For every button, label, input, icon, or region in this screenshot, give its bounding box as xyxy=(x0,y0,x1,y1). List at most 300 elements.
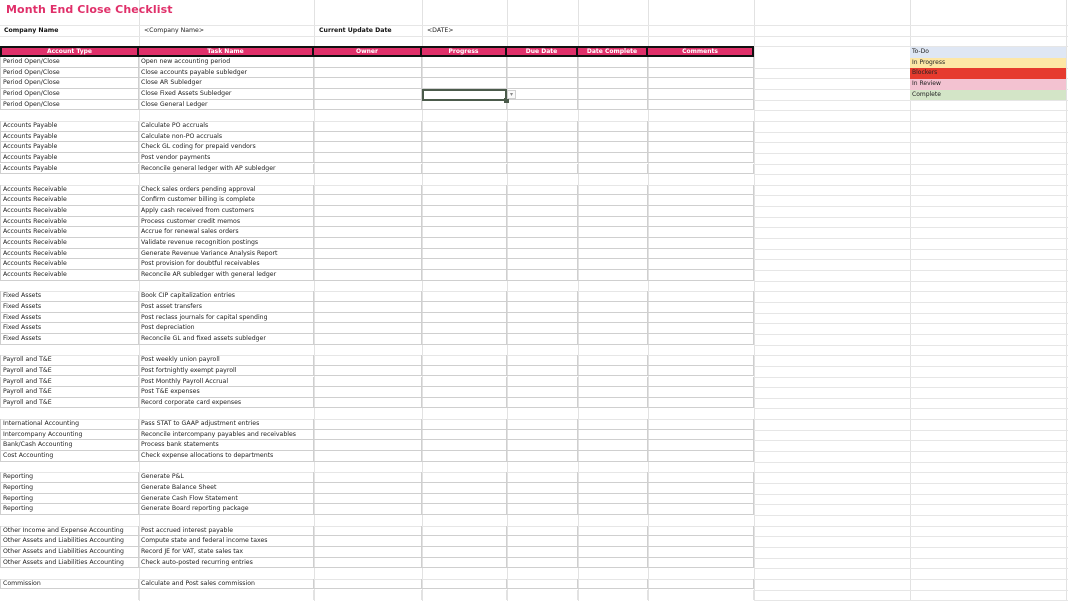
due-date-cell[interactable] xyxy=(507,291,578,302)
task-name-cell[interactable]: Post depreciation xyxy=(139,323,314,334)
account-type-cell[interactable]: Reporting xyxy=(0,494,139,505)
task-name-cell[interactable]: Process bank statements xyxy=(139,440,314,451)
owner-cell[interactable] xyxy=(314,590,422,601)
comments-cell[interactable] xyxy=(648,291,754,302)
progress-cell[interactable] xyxy=(422,227,507,238)
progress-cell[interactable] xyxy=(422,195,507,206)
account-type-cell[interactable]: Accounts Receivable xyxy=(0,185,139,196)
current-update-date-input[interactable]: <DATE> xyxy=(427,27,454,34)
progress-cell[interactable] xyxy=(422,291,507,302)
date-complete-cell[interactable] xyxy=(578,195,648,206)
owner-cell[interactable] xyxy=(314,206,422,217)
due-date-cell[interactable] xyxy=(507,558,578,569)
owner-cell[interactable] xyxy=(314,217,422,228)
due-date-cell[interactable] xyxy=(507,355,578,366)
column-header-date-complete[interactable]: Date Complete xyxy=(578,46,648,57)
owner-cell[interactable] xyxy=(314,504,422,515)
owner-cell[interactable] xyxy=(314,238,422,249)
comments-cell[interactable] xyxy=(648,334,754,345)
due-date-cell[interactable] xyxy=(507,430,578,441)
account-type-cell[interactable]: Accounts Payable xyxy=(0,132,139,143)
due-date-cell[interactable] xyxy=(507,68,578,79)
due-date-cell[interactable] xyxy=(507,142,578,153)
due-date-cell[interactable] xyxy=(507,536,578,547)
comments-cell[interactable] xyxy=(648,185,754,196)
account-type-cell[interactable]: Payroll and T&E xyxy=(0,366,139,377)
column-header-due-date[interactable]: Due Date xyxy=(507,46,578,57)
date-complete-cell[interactable] xyxy=(578,68,648,79)
task-name-cell[interactable]: Compute state and federal income taxes xyxy=(139,536,314,547)
owner-cell[interactable] xyxy=(314,494,422,505)
progress-cell[interactable] xyxy=(422,100,507,111)
comments-cell[interactable] xyxy=(648,259,754,270)
task-name-cell[interactable]: Post Monthly Payroll Accrual xyxy=(139,377,314,388)
company-name-input[interactable]: <Company Name> xyxy=(144,27,205,34)
date-complete-cell[interactable] xyxy=(578,387,648,398)
account-type-cell[interactable]: Accounts Receivable xyxy=(0,217,139,228)
progress-cell[interactable] xyxy=(422,334,507,345)
progress-cell[interactable] xyxy=(422,153,507,164)
due-date-cell[interactable] xyxy=(507,366,578,377)
date-complete-cell[interactable] xyxy=(578,57,648,68)
task-name-cell[interactable]: Post accrued interest payable xyxy=(139,526,314,537)
task-name-cell[interactable]: Post reclass journals for capital spending xyxy=(139,313,314,324)
progress-cell[interactable] xyxy=(422,472,507,483)
date-complete-cell[interactable] xyxy=(578,121,648,132)
task-name-cell[interactable]: Reconcile GL and fixed assets subledger xyxy=(139,334,314,345)
comments-cell[interactable] xyxy=(648,526,754,537)
date-complete-cell[interactable] xyxy=(578,185,648,196)
date-complete-cell[interactable] xyxy=(578,366,648,377)
owner-cell[interactable] xyxy=(314,227,422,238)
progress-cell[interactable] xyxy=(422,68,507,79)
date-complete-cell[interactable] xyxy=(578,472,648,483)
account-type-cell[interactable]: Period Open/Close xyxy=(0,100,139,111)
date-complete-cell[interactable] xyxy=(578,313,648,324)
task-name-cell[interactable]: Apply cash received from customers xyxy=(139,206,314,217)
task-name-cell[interactable]: Reconcile general ledger with AP subledger xyxy=(139,164,314,175)
task-name-cell[interactable]: Check sales orders pending approval xyxy=(139,185,314,196)
date-complete-cell[interactable] xyxy=(578,164,648,175)
date-complete-cell[interactable] xyxy=(578,100,648,111)
due-date-cell[interactable] xyxy=(507,100,578,111)
owner-cell[interactable] xyxy=(314,302,422,313)
due-date-cell[interactable] xyxy=(507,57,578,68)
account-type-cell[interactable]: Fixed Assets xyxy=(0,323,139,334)
account-type-cell[interactable]: Accounts Receivable xyxy=(0,227,139,238)
owner-cell[interactable] xyxy=(314,121,422,132)
task-name-cell[interactable]: Close General Ledger xyxy=(139,100,314,111)
comments-cell[interactable] xyxy=(648,121,754,132)
comments-cell[interactable] xyxy=(648,590,754,601)
progress-cell[interactable] xyxy=(422,590,507,601)
account-type-cell[interactable]: Accounts Payable xyxy=(0,164,139,175)
date-complete-cell[interactable] xyxy=(578,440,648,451)
account-type-cell[interactable]: Bank/Cash Accounting xyxy=(0,440,139,451)
account-type-cell[interactable]: Accounts Payable xyxy=(0,142,139,153)
owner-cell[interactable] xyxy=(314,579,422,590)
account-type-cell[interactable]: Other Assets and Liabilities Accounting xyxy=(0,536,139,547)
comments-cell[interactable] xyxy=(648,164,754,175)
owner-cell[interactable] xyxy=(314,483,422,494)
comments-cell[interactable] xyxy=(648,398,754,409)
comments-cell[interactable] xyxy=(648,536,754,547)
account-type-cell[interactable]: Accounts Receivable xyxy=(0,195,139,206)
due-date-cell[interactable] xyxy=(507,398,578,409)
task-name-cell[interactable]: Reconcile intercompany payables and receivables xyxy=(139,430,314,441)
due-date-cell[interactable] xyxy=(507,440,578,451)
column-header-owner[interactable]: Owner xyxy=(314,46,422,57)
task-name-cell[interactable]: Pass STAT to GAAP adjustment entries xyxy=(139,419,314,430)
task-name-cell[interactable]: Confirm customer billing is complete xyxy=(139,195,314,206)
owner-cell[interactable] xyxy=(314,291,422,302)
date-complete-cell[interactable] xyxy=(578,132,648,143)
account-type-cell[interactable]: Payroll and T&E xyxy=(0,387,139,398)
due-date-cell[interactable] xyxy=(507,121,578,132)
owner-cell[interactable] xyxy=(314,430,422,441)
task-name-cell[interactable]: Calculate non-PO accruals xyxy=(139,132,314,143)
chevron-down-icon[interactable]: ▾ xyxy=(507,90,516,99)
comments-cell[interactable] xyxy=(648,440,754,451)
due-date-cell[interactable] xyxy=(507,419,578,430)
comments-cell[interactable] xyxy=(648,132,754,143)
account-type-cell[interactable]: Accounts Receivable xyxy=(0,259,139,270)
due-date-cell[interactable] xyxy=(507,313,578,324)
owner-cell[interactable] xyxy=(314,451,422,462)
task-name-cell[interactable]: Book CIP capitalization entries xyxy=(139,291,314,302)
column-header-account-type[interactable]: Account Type xyxy=(0,46,139,57)
account-type-cell[interactable]: Other Assets and Liabilities Accounting xyxy=(0,547,139,558)
task-name-cell[interactable]: Generate Balance Sheet xyxy=(139,483,314,494)
account-type-cell[interactable]: Fixed Assets xyxy=(0,291,139,302)
account-type-cell[interactable]: Accounts Payable xyxy=(0,121,139,132)
comments-cell[interactable] xyxy=(648,355,754,366)
owner-cell[interactable] xyxy=(314,334,422,345)
account-type-cell[interactable]: Accounts Payable xyxy=(0,153,139,164)
comments-cell[interactable] xyxy=(648,504,754,515)
date-complete-cell[interactable] xyxy=(578,334,648,345)
account-type-cell[interactable]: Other Income and Expense Accounting xyxy=(0,526,139,537)
date-complete-cell[interactable] xyxy=(578,430,648,441)
progress-cell[interactable] xyxy=(422,78,507,89)
task-name-cell[interactable]: Reconcile AR subledger with general ledger xyxy=(139,270,314,281)
task-name-cell[interactable]: Post provision for doubtful receivables xyxy=(139,259,314,270)
comments-cell[interactable] xyxy=(648,494,754,505)
comments-cell[interactable] xyxy=(648,377,754,388)
task-name-cell[interactable]: Calculate PO accruals xyxy=(139,121,314,132)
due-date-cell[interactable] xyxy=(507,526,578,537)
comments-cell[interactable] xyxy=(648,100,754,111)
task-name-cell[interactable]: Open new accounting period xyxy=(139,57,314,68)
account-type-cell[interactable]: Cost Accounting xyxy=(0,451,139,462)
account-type-cell[interactable] xyxy=(0,590,139,601)
date-complete-cell[interactable] xyxy=(578,238,648,249)
progress-cell[interactable] xyxy=(422,430,507,441)
comments-cell[interactable] xyxy=(648,270,754,281)
progress-cell[interactable] xyxy=(422,483,507,494)
due-date-cell[interactable] xyxy=(507,227,578,238)
progress-cell[interactable] xyxy=(422,579,507,590)
date-complete-cell[interactable] xyxy=(578,206,648,217)
date-complete-cell[interactable] xyxy=(578,526,648,537)
date-complete-cell[interactable] xyxy=(578,536,648,547)
progress-cell[interactable] xyxy=(422,142,507,153)
progress-cell[interactable] xyxy=(422,313,507,324)
owner-cell[interactable] xyxy=(314,132,422,143)
account-type-cell[interactable]: Fixed Assets xyxy=(0,302,139,313)
date-complete-cell[interactable] xyxy=(578,558,648,569)
comments-cell[interactable] xyxy=(648,89,754,100)
progress-cell[interactable] xyxy=(422,206,507,217)
owner-cell[interactable] xyxy=(314,249,422,260)
task-name-cell[interactable]: Generate P&L xyxy=(139,472,314,483)
date-complete-cell[interactable] xyxy=(578,504,648,515)
comments-cell[interactable] xyxy=(648,206,754,217)
owner-cell[interactable] xyxy=(314,259,422,270)
task-name-cell[interactable]: Generate Revenue Variance Analysis Report xyxy=(139,249,314,260)
comments-cell[interactable] xyxy=(648,78,754,89)
due-date-cell[interactable] xyxy=(507,78,578,89)
owner-cell[interactable] xyxy=(314,472,422,483)
due-date-cell[interactable] xyxy=(507,259,578,270)
column-header-comments[interactable]: Comments xyxy=(648,46,754,57)
date-complete-cell[interactable] xyxy=(578,270,648,281)
comments-cell[interactable] xyxy=(648,195,754,206)
due-date-cell[interactable] xyxy=(507,494,578,505)
progress-cell[interactable] xyxy=(422,259,507,270)
progress-cell[interactable] xyxy=(422,504,507,515)
comments-cell[interactable] xyxy=(648,387,754,398)
task-name-cell[interactable]: Check expense allocations to departments xyxy=(139,451,314,462)
owner-cell[interactable] xyxy=(314,195,422,206)
account-type-cell[interactable]: Payroll and T&E xyxy=(0,398,139,409)
account-type-cell[interactable]: Reporting xyxy=(0,472,139,483)
progress-cell[interactable] xyxy=(422,440,507,451)
task-name-cell[interactable]: Validate revenue recognition postings xyxy=(139,238,314,249)
task-name-cell[interactable]: Record JE for VAT, state sales tax xyxy=(139,547,314,558)
due-date-cell[interactable] xyxy=(507,504,578,515)
date-complete-cell[interactable] xyxy=(578,590,648,601)
progress-cell[interactable] xyxy=(422,355,507,366)
date-complete-cell[interactable] xyxy=(578,483,648,494)
date-complete-cell[interactable] xyxy=(578,89,648,100)
task-name-cell[interactable]: Post vendor payments xyxy=(139,153,314,164)
owner-cell[interactable] xyxy=(314,558,422,569)
account-type-cell[interactable]: Payroll and T&E xyxy=(0,377,139,388)
comments-cell[interactable] xyxy=(648,217,754,228)
date-complete-cell[interactable] xyxy=(578,142,648,153)
comments-cell[interactable] xyxy=(648,142,754,153)
account-type-cell[interactable]: International Accounting xyxy=(0,419,139,430)
progress-cell[interactable] xyxy=(422,323,507,334)
date-complete-cell[interactable] xyxy=(578,217,648,228)
account-type-cell[interactable]: Period Open/Close xyxy=(0,78,139,89)
task-name-cell[interactable] xyxy=(139,590,314,601)
due-date-cell[interactable] xyxy=(507,590,578,601)
owner-cell[interactable] xyxy=(314,153,422,164)
comments-cell[interactable] xyxy=(648,323,754,334)
progress-cell[interactable] xyxy=(422,536,507,547)
account-type-cell[interactable]: Payroll and T&E xyxy=(0,355,139,366)
date-complete-cell[interactable] xyxy=(578,78,648,89)
comments-cell[interactable] xyxy=(648,153,754,164)
comments-cell[interactable] xyxy=(648,313,754,324)
account-type-cell[interactable]: Accounts Receivable xyxy=(0,270,139,281)
due-date-cell[interactable] xyxy=(507,249,578,260)
comments-cell[interactable] xyxy=(648,472,754,483)
comments-cell[interactable] xyxy=(648,419,754,430)
due-date-cell[interactable] xyxy=(507,153,578,164)
due-date-cell[interactable] xyxy=(507,185,578,196)
task-name-cell[interactable]: Generate Board reporting package xyxy=(139,504,314,515)
account-type-cell[interactable]: Accounts Receivable xyxy=(0,238,139,249)
due-date-cell[interactable] xyxy=(507,217,578,228)
date-complete-cell[interactable] xyxy=(578,323,648,334)
progress-cell[interactable] xyxy=(422,451,507,462)
task-name-cell[interactable]: Record corporate card expenses xyxy=(139,398,314,409)
due-date-cell[interactable] xyxy=(507,195,578,206)
progress-cell[interactable] xyxy=(422,270,507,281)
owner-cell[interactable] xyxy=(314,536,422,547)
progress-cell[interactable] xyxy=(422,302,507,313)
task-name-cell[interactable]: Post asset transfers xyxy=(139,302,314,313)
date-complete-cell[interactable] xyxy=(578,419,648,430)
due-date-cell[interactable] xyxy=(507,377,578,388)
column-header-progress[interactable]: Progress xyxy=(422,46,507,57)
progress-cell[interactable] xyxy=(422,419,507,430)
task-name-cell[interactable]: Check auto-posted recurring entries xyxy=(139,558,314,569)
task-name-cell[interactable]: Post T&E expenses xyxy=(139,387,314,398)
account-type-cell[interactable]: Period Open/Close xyxy=(0,68,139,79)
comments-cell[interactable] xyxy=(648,57,754,68)
account-type-cell[interactable]: Accounts Receivable xyxy=(0,249,139,260)
comments-cell[interactable] xyxy=(648,579,754,590)
account-type-cell[interactable]: Fixed Assets xyxy=(0,334,139,345)
owner-cell[interactable] xyxy=(314,366,422,377)
owner-cell[interactable] xyxy=(314,78,422,89)
owner-cell[interactable] xyxy=(314,164,422,175)
progress-cell[interactable] xyxy=(422,398,507,409)
progress-cell[interactable] xyxy=(422,57,507,68)
owner-cell[interactable] xyxy=(314,377,422,388)
progress-cell[interactable] xyxy=(422,132,507,143)
progress-cell[interactable] xyxy=(422,217,507,228)
due-date-cell[interactable] xyxy=(507,334,578,345)
due-date-cell[interactable] xyxy=(507,323,578,334)
due-date-cell[interactable] xyxy=(507,132,578,143)
progress-cell[interactable] xyxy=(422,366,507,377)
account-type-cell[interactable]: Reporting xyxy=(0,483,139,494)
date-complete-cell[interactable] xyxy=(578,579,648,590)
selected-cell[interactable] xyxy=(422,89,507,101)
date-complete-cell[interactable] xyxy=(578,451,648,462)
date-complete-cell[interactable] xyxy=(578,291,648,302)
progress-cell[interactable] xyxy=(422,494,507,505)
comments-cell[interactable] xyxy=(648,451,754,462)
due-date-cell[interactable] xyxy=(507,164,578,175)
due-date-cell[interactable] xyxy=(507,206,578,217)
date-complete-cell[interactable] xyxy=(578,227,648,238)
owner-cell[interactable] xyxy=(314,57,422,68)
owner-cell[interactable] xyxy=(314,68,422,79)
owner-cell[interactable] xyxy=(314,270,422,281)
progress-cell[interactable] xyxy=(422,526,507,537)
account-type-cell[interactable]: Reporting xyxy=(0,504,139,515)
owner-cell[interactable] xyxy=(314,323,422,334)
account-type-cell[interactable]: Other Assets and Liabilities Accounting xyxy=(0,558,139,569)
task-name-cell[interactable]: Process customer credit memos xyxy=(139,217,314,228)
progress-cell[interactable] xyxy=(422,558,507,569)
date-complete-cell[interactable] xyxy=(578,249,648,260)
owner-cell[interactable] xyxy=(314,100,422,111)
progress-cell[interactable] xyxy=(422,249,507,260)
due-date-cell[interactable] xyxy=(507,89,578,100)
comments-cell[interactable] xyxy=(648,227,754,238)
task-name-cell[interactable]: Check GL coding for prepaid vendors xyxy=(139,142,314,153)
due-date-cell[interactable] xyxy=(507,451,578,462)
owner-cell[interactable] xyxy=(314,89,422,100)
comments-cell[interactable] xyxy=(648,302,754,313)
date-complete-cell[interactable] xyxy=(578,355,648,366)
owner-cell[interactable] xyxy=(314,547,422,558)
comments-cell[interactable] xyxy=(648,249,754,260)
due-date-cell[interactable] xyxy=(507,483,578,494)
comments-cell[interactable] xyxy=(648,483,754,494)
date-complete-cell[interactable] xyxy=(578,377,648,388)
comments-cell[interactable] xyxy=(648,68,754,79)
comments-cell[interactable] xyxy=(648,558,754,569)
progress-cell[interactable] xyxy=(422,387,507,398)
due-date-cell[interactable] xyxy=(507,472,578,483)
account-type-cell[interactable]: Accounts Receivable xyxy=(0,206,139,217)
progress-cell[interactable] xyxy=(422,164,507,175)
owner-cell[interactable] xyxy=(314,355,422,366)
account-type-cell[interactable]: Intercompany Accounting xyxy=(0,430,139,441)
due-date-cell[interactable] xyxy=(507,270,578,281)
due-date-cell[interactable] xyxy=(507,579,578,590)
due-date-cell[interactable] xyxy=(507,302,578,313)
date-complete-cell[interactable] xyxy=(578,302,648,313)
task-name-cell[interactable]: Close AR Subledger xyxy=(139,78,314,89)
owner-cell[interactable] xyxy=(314,313,422,324)
owner-cell[interactable] xyxy=(314,419,422,430)
progress-cell[interactable] xyxy=(422,121,507,132)
task-name-cell[interactable]: Post weekly union payroll xyxy=(139,355,314,366)
task-name-cell[interactable]: Calculate and Post sales commission xyxy=(139,579,314,590)
owner-cell[interactable] xyxy=(314,185,422,196)
task-name-cell[interactable]: Close accounts payable subledger xyxy=(139,68,314,79)
account-type-cell[interactable]: Period Open/Close xyxy=(0,89,139,100)
owner-cell[interactable] xyxy=(314,398,422,409)
progress-cell[interactable] xyxy=(422,238,507,249)
due-date-cell[interactable] xyxy=(507,547,578,558)
task-name-cell[interactable]: Generate Cash Flow Statement xyxy=(139,494,314,505)
task-name-cell[interactable]: Accrue for renewal sales orders xyxy=(139,227,314,238)
account-type-cell[interactable]: Commission xyxy=(0,579,139,590)
progress-cell[interactable] xyxy=(422,185,507,196)
date-complete-cell[interactable] xyxy=(578,547,648,558)
progress-cell[interactable] xyxy=(422,547,507,558)
owner-cell[interactable] xyxy=(314,526,422,537)
account-type-cell[interactable]: Period Open/Close xyxy=(0,57,139,68)
comments-cell[interactable] xyxy=(648,430,754,441)
owner-cell[interactable] xyxy=(314,440,422,451)
task-name-cell[interactable]: Post fortnightly exempt payroll xyxy=(139,366,314,377)
due-date-cell[interactable] xyxy=(507,238,578,249)
progress-cell[interactable] xyxy=(422,377,507,388)
due-date-cell[interactable] xyxy=(507,387,578,398)
account-type-cell[interactable]: Fixed Assets xyxy=(0,313,139,324)
